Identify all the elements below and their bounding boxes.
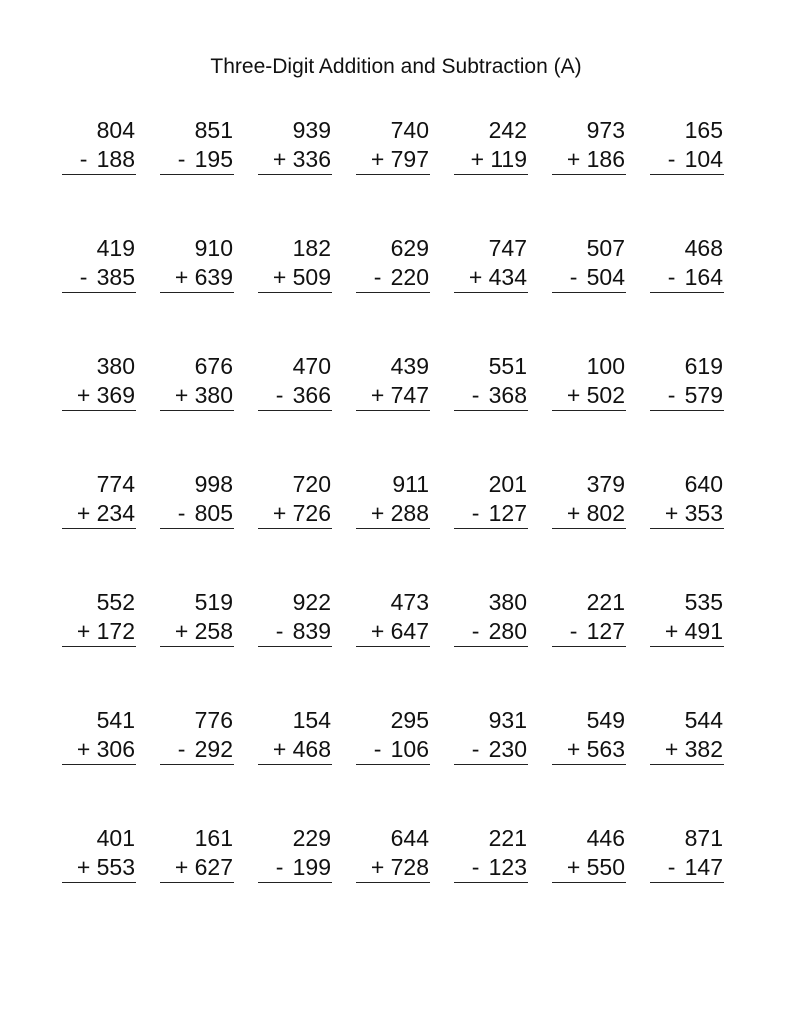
bottom-number: 366 <box>292 382 331 408</box>
problem-grid <box>62 116 728 882</box>
top-number: 229 <box>292 825 331 851</box>
operator: + <box>76 736 91 762</box>
problem-r1-c5 <box>454 116 528 174</box>
answer-line <box>62 381 136 411</box>
operator: - <box>373 736 382 762</box>
operator: + <box>76 382 91 408</box>
problem-r4-c4 <box>356 470 430 528</box>
problem-r4-c5 <box>454 470 528 528</box>
operator: + <box>174 618 189 644</box>
problem-r5-c6 <box>552 588 626 646</box>
answer-line <box>62 735 136 765</box>
operator: + <box>470 146 485 172</box>
top-number: 221 <box>586 589 625 615</box>
problem-r1-c6 <box>552 116 626 174</box>
answer-line <box>650 145 724 175</box>
answer-line <box>356 145 430 175</box>
bottom-number: 106 <box>390 736 429 762</box>
problem-r7-c4 <box>356 824 430 882</box>
top-number: 535 <box>684 589 723 615</box>
bottom-number: 123 <box>488 854 527 880</box>
top-number: 973 <box>586 117 625 143</box>
problem-r2-c5 <box>454 234 528 292</box>
problem-r3-c5 <box>454 352 528 410</box>
problem-r1-c2 <box>160 116 234 174</box>
answer-line <box>258 853 332 883</box>
top-number: 640 <box>684 471 723 497</box>
answer-line <box>552 617 626 647</box>
top-number: 998 <box>194 471 233 497</box>
operator: - <box>569 264 578 290</box>
answer-line <box>552 853 626 883</box>
bottom-number: 382 <box>684 736 723 762</box>
answer-line <box>160 735 234 765</box>
answer-line <box>62 853 136 883</box>
bottom-number: 292 <box>194 736 233 762</box>
top-number: 473 <box>390 589 429 615</box>
answer-line <box>160 853 234 883</box>
problem-r6-c4 <box>356 706 430 764</box>
answer-line <box>62 145 136 175</box>
answer-line <box>160 381 234 411</box>
operator: + <box>272 264 287 290</box>
bottom-number: 579 <box>684 382 723 408</box>
top-number: 182 <box>292 235 331 261</box>
answer-line <box>356 381 430 411</box>
answer-line <box>258 735 332 765</box>
problem-r6-c5 <box>454 706 528 764</box>
answer-line <box>454 263 528 293</box>
answer-line <box>454 735 528 765</box>
problem-r4-c7 <box>650 470 724 528</box>
top-number: 931 <box>488 707 527 733</box>
top-number: 380 <box>96 353 135 379</box>
bottom-number: 127 <box>586 618 625 644</box>
top-number: 911 <box>392 471 429 497</box>
bottom-number: 509 <box>292 264 331 290</box>
bottom-number: 258 <box>194 618 233 644</box>
problem-r7-c5 <box>454 824 528 882</box>
answer-line <box>356 263 430 293</box>
operator: + <box>272 146 287 172</box>
problem-r1-c1 <box>62 116 136 174</box>
problem-r6-c7 <box>650 706 724 764</box>
top-number: 161 <box>194 825 233 851</box>
top-number: 619 <box>684 353 723 379</box>
operator: - <box>177 146 186 172</box>
top-number: 154 <box>292 707 331 733</box>
operator: - <box>471 736 480 762</box>
answer-line <box>650 735 724 765</box>
top-number: 419 <box>96 235 135 261</box>
answer-line <box>258 263 332 293</box>
top-number: 910 <box>194 235 233 261</box>
answer-line <box>160 145 234 175</box>
top-number: 468 <box>684 235 723 261</box>
bottom-number: 550 <box>586 854 625 880</box>
problem-r2-c6 <box>552 234 626 292</box>
top-number: 644 <box>390 825 429 851</box>
operator: - <box>79 264 88 290</box>
operator: + <box>370 382 385 408</box>
problem-r7-c2 <box>160 824 234 882</box>
problem-r6-c2 <box>160 706 234 764</box>
operator: - <box>471 854 480 880</box>
problem-r3-c7 <box>650 352 724 410</box>
bottom-number: 385 <box>96 264 135 290</box>
answer-line <box>356 735 430 765</box>
bottom-number: 380 <box>194 382 233 408</box>
answer-line <box>258 381 332 411</box>
problem-r5-c5 <box>454 588 528 646</box>
bottom-number: 220 <box>390 264 429 290</box>
bottom-number: 369 <box>96 382 135 408</box>
problem-r3-c3 <box>258 352 332 410</box>
bottom-number: 502 <box>586 382 625 408</box>
top-number: 380 <box>488 589 527 615</box>
top-number: 507 <box>586 235 625 261</box>
problem-r1-c7 <box>650 116 724 174</box>
answer-line <box>356 499 430 529</box>
answer-line <box>454 381 528 411</box>
top-number: 629 <box>390 235 429 261</box>
bottom-number: 747 <box>390 382 429 408</box>
answer-line <box>62 499 136 529</box>
bottom-number: 172 <box>96 618 135 644</box>
operator: - <box>177 736 186 762</box>
bottom-number: 553 <box>96 854 135 880</box>
problem-r3-c6 <box>552 352 626 410</box>
problem-r7-c3 <box>258 824 332 882</box>
problem-r3-c2 <box>160 352 234 410</box>
answer-line <box>552 145 626 175</box>
operator: + <box>272 500 287 526</box>
bottom-number: 104 <box>684 146 723 172</box>
bottom-number: 288 <box>390 500 429 526</box>
operator: - <box>569 618 578 644</box>
problem-r5-c7 <box>650 588 724 646</box>
bottom-number: 199 <box>292 854 331 880</box>
operator: + <box>566 382 581 408</box>
operator: + <box>664 618 679 644</box>
top-number: 922 <box>292 589 331 615</box>
bottom-number: 639 <box>194 264 233 290</box>
operator: + <box>174 382 189 408</box>
operator: - <box>275 382 284 408</box>
top-number: 720 <box>292 471 331 497</box>
bottom-number: 368 <box>488 382 527 408</box>
bottom-number: 186 <box>586 146 625 172</box>
bottom-number: 839 <box>292 618 331 644</box>
problem-r6-c1 <box>62 706 136 764</box>
answer-line <box>454 499 528 529</box>
answer-line <box>356 617 430 647</box>
top-number: 747 <box>488 235 527 261</box>
bottom-number: 188 <box>96 146 135 172</box>
bottom-number: 127 <box>488 500 527 526</box>
worksheet-title: Three-Digit Addition and Subtraction (A) <box>210 55 582 78</box>
top-number: 295 <box>390 707 429 733</box>
answer-line <box>62 263 136 293</box>
answer-line <box>258 617 332 647</box>
operator: + <box>370 500 385 526</box>
top-number: 776 <box>194 707 233 733</box>
operator: - <box>79 146 88 172</box>
operator: + <box>566 736 581 762</box>
top-number: 549 <box>586 707 625 733</box>
bottom-number: 306 <box>96 736 135 762</box>
top-number: 541 <box>96 707 135 733</box>
top-number: 851 <box>194 117 233 143</box>
bottom-number: 336 <box>292 146 331 172</box>
problem-r7-c7 <box>650 824 724 882</box>
operator: - <box>667 854 676 880</box>
operator: - <box>667 146 676 172</box>
answer-line <box>552 735 626 765</box>
top-number: 439 <box>390 353 429 379</box>
bottom-number: 147 <box>684 854 723 880</box>
bottom-number: 119 <box>490 146 527 172</box>
problem-r3-c4 <box>356 352 430 410</box>
bottom-number: 230 <box>488 736 527 762</box>
operator: - <box>275 618 284 644</box>
operator: - <box>667 264 676 290</box>
bottom-number: 797 <box>390 146 429 172</box>
answer-line <box>62 617 136 647</box>
operator: + <box>468 264 483 290</box>
operator: + <box>76 618 91 644</box>
problem-r2-c2 <box>160 234 234 292</box>
bottom-number: 164 <box>684 264 723 290</box>
problem-r7-c1 <box>62 824 136 882</box>
answer-line <box>160 263 234 293</box>
problem-r6-c3 <box>258 706 332 764</box>
operator: + <box>76 500 91 526</box>
top-number: 401 <box>96 825 135 851</box>
bottom-number: 280 <box>488 618 527 644</box>
operator: + <box>664 736 679 762</box>
problem-r3-c1 <box>62 352 136 410</box>
answer-line <box>650 499 724 529</box>
operator: + <box>76 854 91 880</box>
problem-r5-c1 <box>62 588 136 646</box>
operator: + <box>566 854 581 880</box>
top-number: 804 <box>96 117 135 143</box>
bottom-number: 627 <box>194 854 233 880</box>
answer-line <box>160 617 234 647</box>
bottom-number: 353 <box>684 500 723 526</box>
operator: - <box>275 854 284 880</box>
bottom-number: 468 <box>292 736 331 762</box>
problem-r4-c1 <box>62 470 136 528</box>
answer-line <box>552 499 626 529</box>
top-number: 871 <box>684 825 723 851</box>
operator: + <box>370 854 385 880</box>
operator: + <box>664 500 679 526</box>
answer-line <box>650 381 724 411</box>
top-number: 551 <box>488 353 527 379</box>
answer-line <box>650 617 724 647</box>
operator: - <box>471 382 480 408</box>
top-number: 740 <box>390 117 429 143</box>
top-number: 201 <box>488 471 527 497</box>
operator: + <box>566 146 581 172</box>
top-number: 544 <box>684 707 723 733</box>
problem-r2-c1 <box>62 234 136 292</box>
answer-line <box>258 145 332 175</box>
problem-r4-c2 <box>160 470 234 528</box>
problem-r4-c3 <box>258 470 332 528</box>
top-number: 379 <box>586 471 625 497</box>
problem-r5-c4 <box>356 588 430 646</box>
top-number: 676 <box>194 353 233 379</box>
top-number: 939 <box>292 117 331 143</box>
top-number: 774 <box>96 471 135 497</box>
top-number: 446 <box>586 825 625 851</box>
problem-r2-c4 <box>356 234 430 292</box>
bottom-number: 726 <box>292 500 331 526</box>
top-number: 100 <box>586 353 625 379</box>
top-number: 242 <box>488 117 527 143</box>
answer-line <box>552 381 626 411</box>
problem-r4-c6 <box>552 470 626 528</box>
answer-line <box>454 617 528 647</box>
operator: + <box>370 146 385 172</box>
bottom-number: 504 <box>586 264 625 290</box>
operator: + <box>370 618 385 644</box>
top-number: 519 <box>194 589 233 615</box>
operator: + <box>174 264 189 290</box>
answer-line <box>258 499 332 529</box>
answer-line <box>552 263 626 293</box>
operator: - <box>667 382 676 408</box>
bottom-number: 491 <box>684 618 723 644</box>
problem-r5-c3 <box>258 588 332 646</box>
operator: + <box>272 736 287 762</box>
operator: - <box>177 500 186 526</box>
problem-r6-c6 <box>552 706 626 764</box>
operator: - <box>471 618 480 644</box>
answer-line <box>454 145 528 175</box>
operator: - <box>373 264 382 290</box>
operator: - <box>471 500 480 526</box>
bottom-number: 647 <box>390 618 429 644</box>
problem-r2-c3 <box>258 234 332 292</box>
bottom-number: 434 <box>488 264 527 290</box>
problem-r2-c7 <box>650 234 724 292</box>
problem-r7-c6 <box>552 824 626 882</box>
bottom-number: 802 <box>586 500 625 526</box>
top-number: 221 <box>488 825 527 851</box>
problem-r1-c3 <box>258 116 332 174</box>
operator: + <box>174 854 189 880</box>
problem-r5-c2 <box>160 588 234 646</box>
answer-line <box>650 263 724 293</box>
bottom-number: 195 <box>194 146 233 172</box>
top-number: 165 <box>684 117 723 143</box>
answer-line <box>356 853 430 883</box>
top-number: 552 <box>96 589 135 615</box>
bottom-number: 728 <box>390 854 429 880</box>
answer-line <box>160 499 234 529</box>
bottom-number: 563 <box>586 736 625 762</box>
problem-r1-c4 <box>356 116 430 174</box>
answer-line <box>650 853 724 883</box>
answer-line <box>454 853 528 883</box>
operator: + <box>566 500 581 526</box>
bottom-number: 234 <box>96 500 135 526</box>
top-number: 470 <box>292 353 331 379</box>
bottom-number: 805 <box>194 500 233 526</box>
